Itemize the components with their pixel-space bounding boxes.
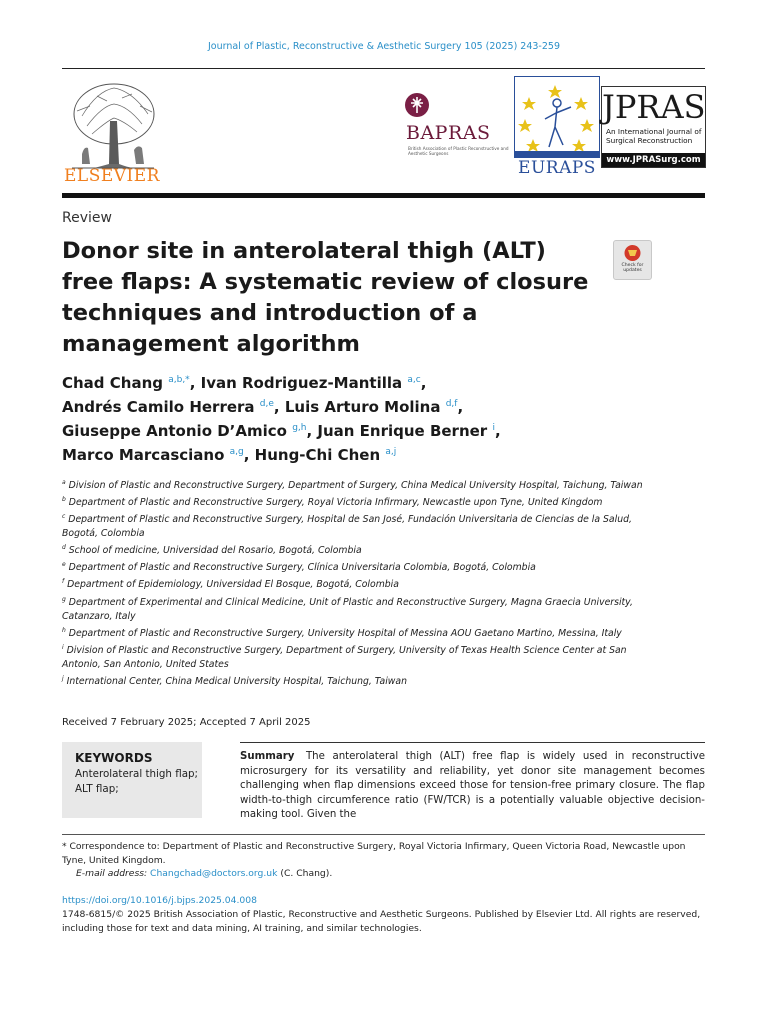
header-divider — [62, 68, 705, 69]
affiliation-key: g — [62, 595, 66, 603]
email-label: E-mail address: — [76, 868, 148, 879]
affiliation-text: Division of Plastic and Reconstructive Surgery, Department of Surgery, China Medical University Hospital, Taichung, Taiwan — [68, 480, 643, 492]
received-accepted-dates: Received 7 February 2025; Accepted 7 April 2025 — [62, 717, 311, 728]
affiliation-item — [62, 624, 652, 641]
author-name: Marco Marcasciano — [62, 446, 225, 464]
author-separator: , — [420, 374, 427, 392]
author-affiliation-link[interactable]: a,j — [385, 447, 397, 457]
author-affiliation-link[interactable]: i — [492, 423, 495, 433]
author-separator: , — [306, 422, 318, 440]
keywords-heading: KEYWORDS — [75, 751, 153, 765]
bapras-emblem-icon — [404, 92, 430, 118]
author-separator: , — [243, 446, 255, 464]
affiliation-text: Department of Epidemiology, Universidad El Bosque, Bogotá, Colombia — [67, 579, 399, 591]
affiliation-item — [62, 493, 652, 510]
keyword-item: ALT flap; — [75, 782, 119, 795]
article-type: Review — [62, 210, 112, 226]
affiliation-item — [62, 541, 652, 558]
author-separator: , — [189, 374, 201, 392]
jpras-url: www.JPRASurg.com — [602, 153, 705, 167]
affiliation-text: School of medicine, Universidad del Rosario, Bogotá, Colombia — [68, 545, 362, 557]
affiliation-item — [62, 476, 652, 493]
author-affiliation-link[interactable]: a,g — [229, 447, 244, 457]
affiliation-item — [62, 575, 652, 592]
doi-link[interactable]: https://doi.org/10.1016/j.bjps.2025.04.008 — [62, 895, 257, 906]
email-link[interactable]: Changchad@doctors.org.uk — [150, 868, 278, 879]
article-title: Donor site in anterolateral thigh (ALT) free flaps: A systematic review of closure techniques and introduction of a management algorithm — [62, 238, 589, 357]
affiliation-list — [62, 476, 652, 689]
affiliation-item — [62, 558, 652, 575]
summary-label: Summary — [240, 751, 295, 762]
author-line — [62, 394, 582, 418]
summary-abstract — [240, 750, 705, 823]
affiliation-key: a — [62, 479, 66, 486]
author-separator: , — [273, 398, 285, 416]
affiliation-text: Department of Plastic and Reconstructive Surgery, Hospital de San José, Fundación Universitaria de Ciencias de la Salud, Bogotá, Colombia — [62, 514, 632, 540]
keyword-item: Anterolateral thigh flap; — [75, 768, 199, 780]
affiliation-key: f — [62, 578, 65, 586]
affiliation-item — [62, 641, 652, 672]
author-affiliation-link[interactable]: d,f — [445, 399, 458, 409]
euraps-wordmark: EURAPS — [518, 158, 596, 178]
jpras-subtitle: An International Journal of Surgical Reconstruction — [606, 127, 702, 145]
footnote-divider — [62, 834, 705, 835]
affiliation-key: d — [62, 544, 66, 552]
author-name: Luis Arturo Molina — [284, 398, 441, 416]
author-name: Juan Enrique Berner — [317, 422, 488, 440]
affiliation-key: b — [62, 496, 66, 504]
check-for-updates-button[interactable] — [613, 240, 652, 280]
summary-text: The anterolateral thigh (ALT) free flap is widely used in reconstructive microsurgery for its versatility and reliability, yet donor site management becomes challenging when flap dimensions exceed those for tension-free primary closure. The flap width-to-thigh circumference ratio (FW/TCR) is a potentially valuable objective decision-making tool. Given the — [240, 751, 705, 820]
summary-divider — [240, 742, 705, 743]
email-line — [62, 867, 705, 881]
crossmark-icon — [614, 241, 651, 265]
jpras-logo — [601, 86, 706, 168]
euraps-emblem — [514, 76, 600, 158]
author-line — [62, 442, 582, 466]
affiliation-item — [62, 672, 652, 689]
bapras-wordmark: BAPRAS — [406, 122, 491, 144]
author-name: Giuseppe Antonio D’Amico — [62, 422, 287, 440]
affiliation-text: Department of Plastic and Reconstructive Surgery, Royal Victoria Infirmary, Newcastle upon Tyne, United Kingdom — [68, 497, 603, 509]
affiliation-key: h — [62, 626, 66, 634]
author-affiliation-link[interactable]: a,c — [407, 375, 421, 385]
email-suffix: (C. Chang). — [280, 868, 333, 879]
affiliation-key: e — [62, 561, 66, 569]
author-line — [62, 370, 582, 394]
affiliation-text: Department of Plastic and Reconstructive Surgery, University Hospital of Messina AOU Gaetano Martino, Messina, Italy — [68, 627, 622, 639]
affiliation-text: Division of Plastic and Reconstructive Surgery, Department of Surgery, University of Texas Health Science Center at San Antonio, San Antonio, United States — [62, 644, 627, 670]
affiliation-text: Department of Experimental and Clinical Medicine, Unit of Plastic and Reconstructive Surgery, Magna Graecia University, Catanzaro, Italy — [62, 596, 633, 622]
author-separator: , — [494, 422, 501, 440]
affiliation-key: j — [62, 674, 64, 682]
affiliation-item — [62, 593, 652, 624]
author-affiliation-link[interactable]: g,h — [292, 423, 307, 433]
check-for-updates-label: Check for updates — [621, 263, 644, 273]
affiliation-key: c — [62, 513, 66, 521]
keywords-box — [62, 742, 202, 818]
correspondence-footnote — [62, 840, 705, 881]
author-name: Ivan Rodriguez-Mantilla — [200, 374, 403, 392]
author-separator: , — [457, 398, 464, 416]
correspondence-address: * Correspondence to: Department of Plastic and Reconstructive Surgery, Royal Victoria Infirmary, Queen Victoria Road, Newcastle upon Tyne, United Kingdom. — [62, 841, 686, 866]
affiliation-key: i — [62, 643, 64, 651]
euraps-figure-icon — [515, 77, 599, 157]
elsevier-wordmark: ELSEVIER — [64, 166, 160, 186]
copyright-notice: 1748-6815/© 2025 British Association of Plastic, Reconstructive and Aesthetic Surgeons. Published by Elsevier Ltd. All rights are reserved, including those for text and data mining, AI training, and similar technologies. — [62, 909, 701, 934]
author-list — [62, 370, 582, 466]
masthead-rule — [62, 193, 705, 198]
affiliation-item — [62, 510, 652, 541]
author-name: Andrés Camilo Herrera — [62, 398, 255, 416]
jpras-wordmark: JPRAS — [602, 88, 706, 126]
author-name: Chad Chang — [62, 374, 163, 392]
author-name: Hung-Chi Chen — [254, 446, 381, 464]
affiliation-text: Department of Plastic and Reconstructive Surgery, Clínica Universitaria Colombia, Bogotá, Colombia — [68, 562, 536, 574]
journal-citation-link[interactable]: Journal of Plastic, Reconstructive & Aesthetic Surgery 105 (2025) 243-259 — [208, 41, 560, 52]
author-affiliation-link[interactable]: a,b,* — [168, 375, 190, 385]
affiliation-text: International Center, China Medical University Hospital, Taichung, Taiwan — [66, 675, 407, 687]
bapras-subtitle: British Association of Plastic Reconstructive and Aesthetic Surgeons — [408, 146, 509, 156]
keywords-list — [75, 767, 200, 796]
author-affiliation-link[interactable]: d,e — [259, 399, 274, 409]
author-line — [62, 418, 582, 442]
